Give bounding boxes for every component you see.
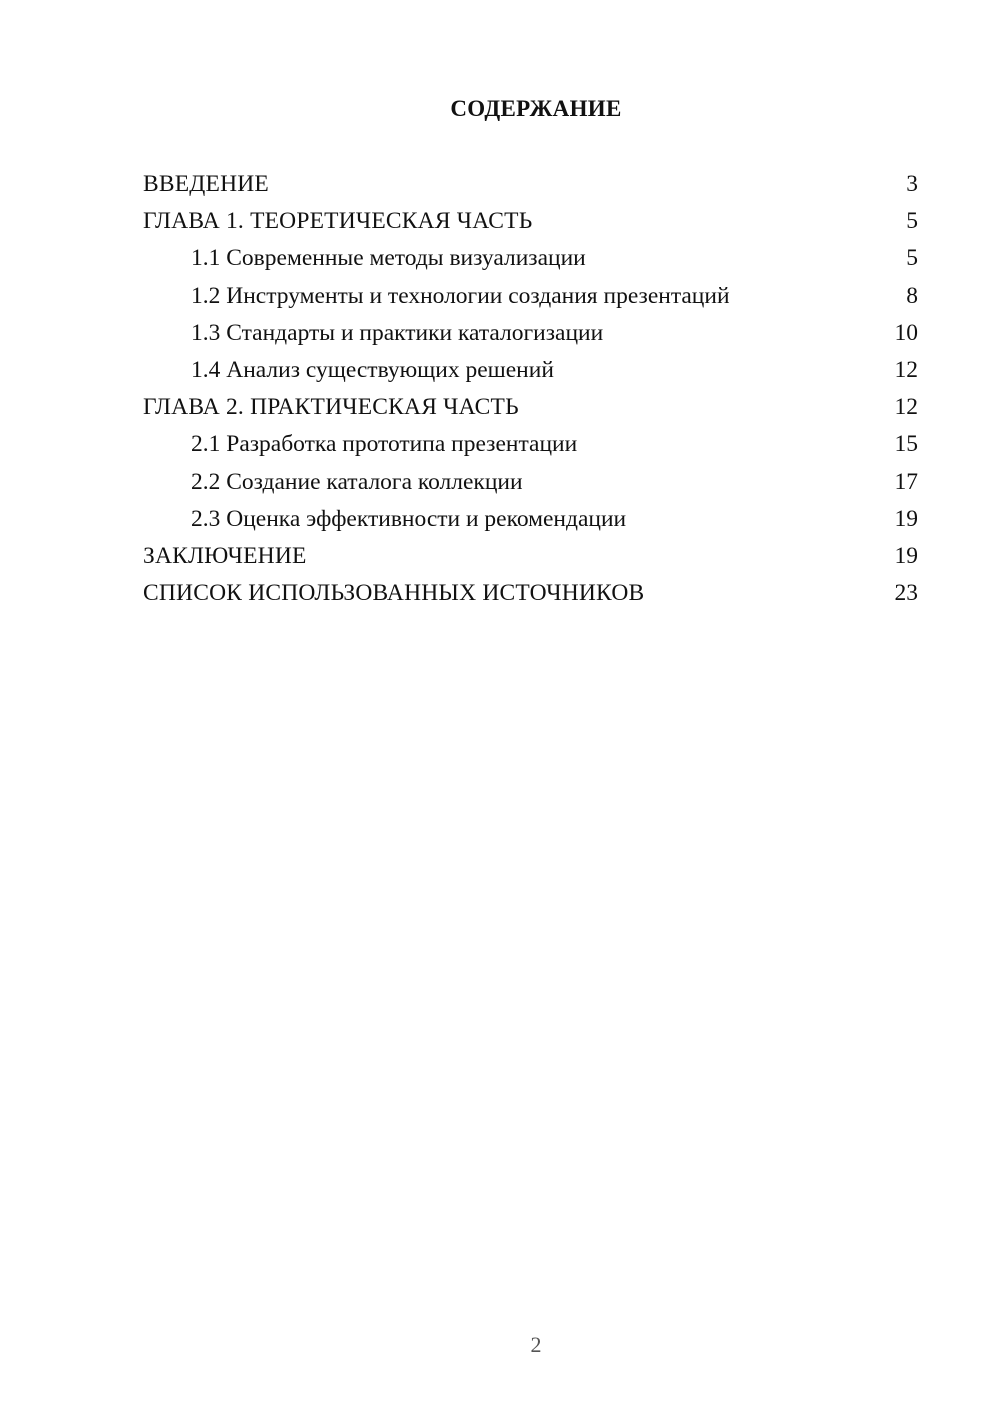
toc-entry-label: 2.2 Создание каталога коллекции xyxy=(191,468,523,495)
toc-entry-label: 1.2 Инструменты и технологии создания презентаций xyxy=(191,282,730,309)
toc-entry-label: 1.1 Современные методы визуализации xyxy=(191,245,586,272)
toc-entry-label: СПИСОК ИСПОЛЬЗОВАННЫХ ИСТОЧНИКОВ xyxy=(143,580,645,607)
toc-entry-page: 8 xyxy=(906,282,918,309)
toc-entry-page: 23 xyxy=(894,580,918,607)
toc-entry-label: ГЛАВА 1. ТЕОРЕТИЧЕСКАЯ ЧАСТЬ xyxy=(143,208,533,235)
toc-entry-page: 15 xyxy=(894,431,918,458)
toc-entry-page: 3 xyxy=(906,171,918,197)
toc-entry-label: 1.3 Стандарты и практики каталогизации xyxy=(191,319,604,346)
toc-entry-label: 2.1 Разработка прототипа презентации xyxy=(191,431,578,458)
toc-entry-label: ЗАКЛЮЧЕНИЕ xyxy=(143,542,307,569)
toc-entry-page: 5 xyxy=(906,245,918,272)
toc-entry-page: 17 xyxy=(894,468,918,495)
toc-subentry[interactable] xyxy=(143,240,918,277)
toc-entry-page: 19 xyxy=(894,542,918,569)
toc-entry-page: 12 xyxy=(894,394,918,421)
toc-entry-page: 19 xyxy=(894,505,918,532)
toc-entry[interactable] xyxy=(143,166,918,203)
toc-entry-page: 10 xyxy=(894,319,918,346)
toc-entry-label: 2.3 Оценка эффективности и рекомендации xyxy=(191,505,627,532)
toc-entry[interactable] xyxy=(143,538,918,575)
toc-entry[interactable] xyxy=(143,203,918,240)
toc-entry-page: 5 xyxy=(906,208,918,235)
page-number: 2 xyxy=(530,1332,542,1357)
toc-entry-page: 12 xyxy=(894,356,918,383)
toc-subentry[interactable] xyxy=(143,315,918,352)
page-title: СОДЕРЖАНИЕ xyxy=(450,96,622,121)
table-of-contents xyxy=(143,166,918,612)
toc-entry-label: ГЛАВА 2. ПРАКТИЧЕСКАЯ ЧАСТЬ xyxy=(143,394,519,421)
toc-subentry[interactable] xyxy=(143,501,918,538)
toc-entry-label: 1.4 Анализ существующих решений xyxy=(191,356,554,383)
toc-entry-label: ВВЕДЕНИЕ xyxy=(143,171,269,197)
toc-subentry[interactable] xyxy=(143,464,918,501)
toc-subentry[interactable] xyxy=(143,426,918,463)
toc-entry[interactable] xyxy=(143,575,918,612)
toc-subentry[interactable] xyxy=(143,352,918,389)
toc-entry[interactable] xyxy=(143,389,918,426)
toc-subentry[interactable] xyxy=(143,278,918,315)
